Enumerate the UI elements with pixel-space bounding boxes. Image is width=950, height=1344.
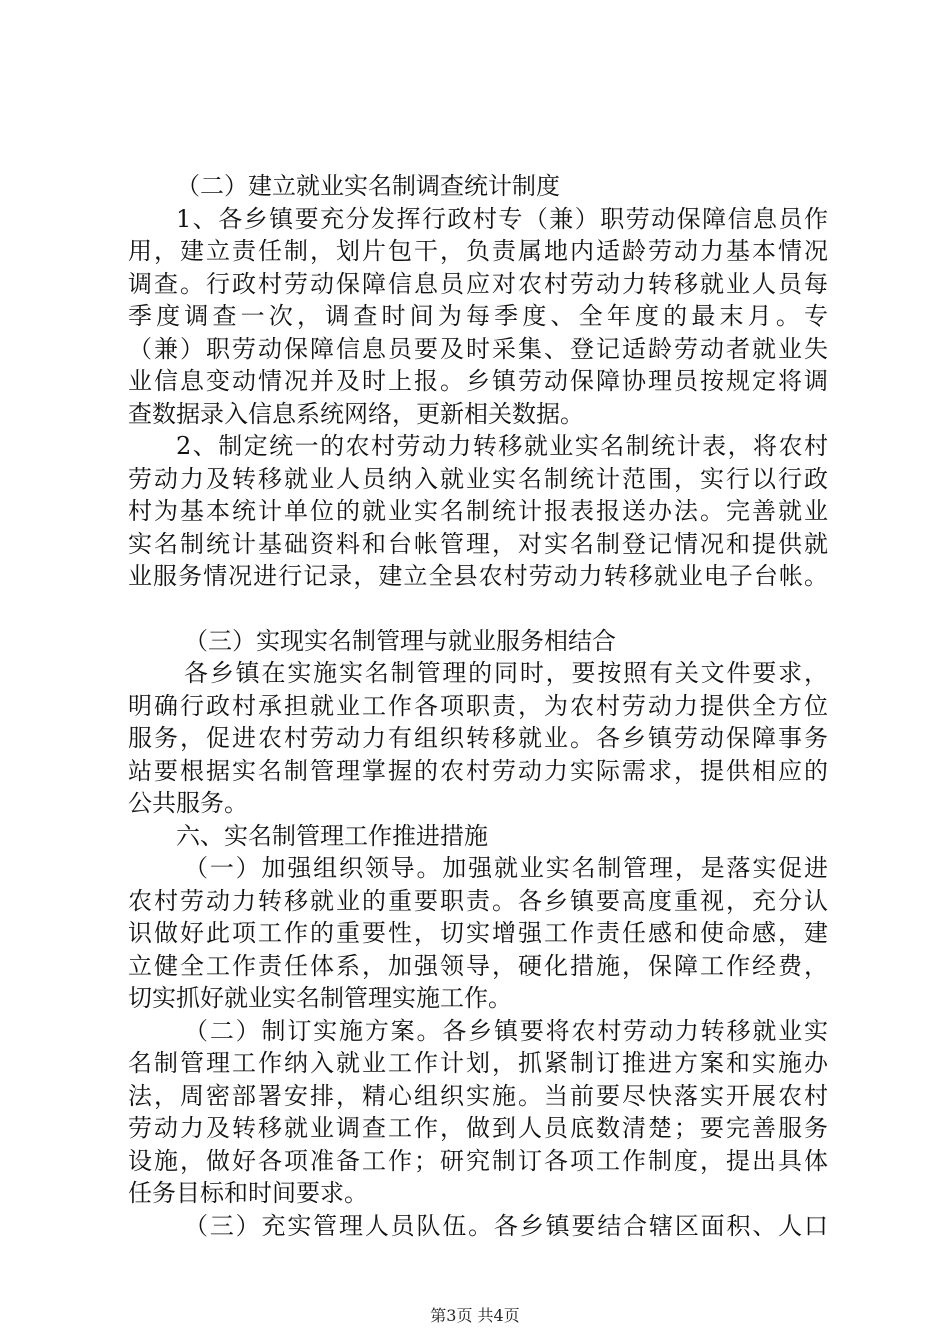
paragraph-line: 实名制统计基础资料和台帐管理，对实名制登记情况和提供就 — [128, 529, 828, 558]
chapter-heading: 六、实名制管理工作推进措施 — [176, 821, 488, 850]
document-body — [128, 170, 828, 1242]
paragraph-line: 劳动力及转移就业调查工作，做到人员底数清楚；要完善服务 — [128, 1114, 828, 1142]
paragraph-line: 切实抓好就业实名制管理实施工作。 — [128, 984, 512, 1012]
paragraph-line: 农村劳动力转移就业的重要职责。各乡镇要高度重视，充分认 — [128, 886, 828, 915]
paragraph-line: 设施，做好各项准备工作；研究制订各项工作制度，提出具体 — [128, 1146, 828, 1175]
paragraph-line: （兼）职劳动保障信息员要及时采集、登记适龄劳动者就业失 — [128, 334, 828, 363]
paragraph-line: 公共服务。 — [128, 789, 248, 817]
section-heading: （二）建立就业实名制调查统计制度 — [176, 172, 560, 200]
paragraph-line: 劳动力及转移就业人员纳入就业实名制统计范围，实行以行政 — [128, 464, 828, 493]
paragraph-line: 1、各乡镇要充分发挥行政村专（兼）职劳动保障信息员作 — [176, 204, 828, 233]
paragraph-gap — [128, 593, 828, 625]
section-heading: （三）实现实名制管理与就业服务相结合 — [184, 626, 616, 655]
paragraph-line: 2、制定统一的农村劳动力转移就业实名制统计表，将农村 — [176, 432, 828, 460]
paragraph-line: 明确行政村承担就业工作各项职责，为农村劳动力提供全方位 — [128, 691, 828, 720]
paragraph-line: 识做好此项工作的重要性，切实增强工作责任感和使命感，建 — [128, 919, 828, 947]
paragraph-line: 服务，促进农村劳动力有组织转移就业。各乡镇劳动保障事务 — [128, 724, 828, 752]
paragraph-line: 名制管理工作纳入就业工作计划，抓紧制订推进方案和实施办 — [128, 1049, 828, 1077]
paragraph-line: 村为基本统计单位的就业实名制统计报表报送办法。完善就业 — [128, 497, 828, 525]
paragraph-line: 业信息变动情况并及时上报。乡镇劳动保障协理员按规定将调 — [128, 367, 828, 395]
paragraph-line: 各乡镇在实施实名制管理的同时，要按照有关文件要求， — [184, 659, 828, 687]
paragraph-line: 立健全工作责任体系，加强领导，硬化措施，保障工作经费， — [128, 951, 828, 980]
paragraph-line: （一）加强组织领导。加强就业实名制管理，是落实促进 — [184, 854, 828, 882]
paragraph-line: 业服务情况进行记录，建立全县农村劳动力转移就业电子台帐。 — [128, 562, 828, 590]
paragraph-line: 季度调查一次，调查时间为每季度、全年度的最末月。专 — [128, 302, 828, 330]
paragraph-line: 任务目标和时间要求。 — [128, 1179, 368, 1207]
paragraph-line: （三）充实管理人员队伍。各乡镇要结合辖区面积、人口 — [184, 1211, 828, 1240]
paragraph-line: 站要根据实名制管理掌握的农村劳动力实际需求，提供相应的 — [128, 756, 828, 785]
page-number-footer: 第3页 共4页 — [430, 1306, 520, 1325]
paragraph-line: 法，周密部署安排，精心组织实施。当前要尽快落实开展农村 — [128, 1081, 828, 1110]
paragraph-line: 调查。行政村劳动保障信息员应对农村劳动力转移就业人员每 — [128, 269, 828, 298]
paragraph-line: （二）制订实施方案。各乡镇要将农村劳动力转移就业实 — [184, 1016, 828, 1045]
paragraph-line: 查数据录入信息系统网络，更新相关数据。 — [128, 399, 584, 428]
paragraph-line: 用，建立责任制，划片包干，负责属地内适龄劳动力基本情况 — [128, 237, 828, 265]
